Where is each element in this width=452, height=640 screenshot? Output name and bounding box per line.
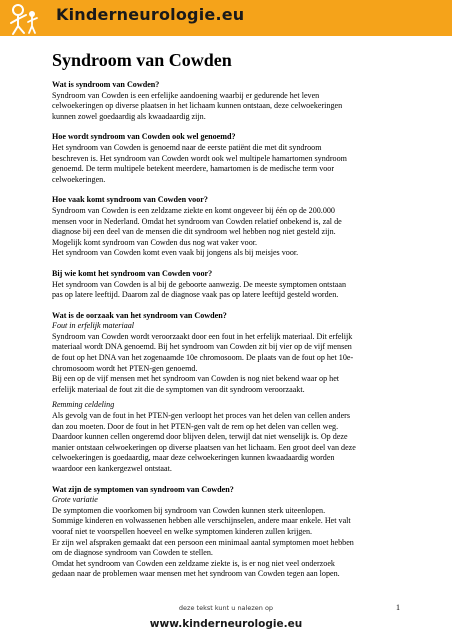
page-title: Syndroom van Cowden — [52, 50, 232, 70]
section-subheading: Fout in erfelijk materiaal — [52, 321, 135, 331]
paragraph-line: Syndroom van Cowden wordt veroorzaakt door een fout in het erfelijk materiaal. Dit erfelijk — [52, 331, 353, 341]
paragraph-line: Sommige kinderen en volwassenen hebben alle verschijnselen, andere maar enkele. Het valt — [52, 516, 351, 526]
section-naam — [52, 132, 412, 185]
child-figure-logo-icon — [4, 2, 44, 36]
paragraph-line: Syndroom van Cowden is een erfelijke aandoening waarbij er gedurende het leven — [52, 90, 320, 100]
paragraph-line: celwoekeringen op diverse plaatsen in het lichaam kunnen ontstaan, deze celwoekeringen — [52, 101, 343, 111]
paragraph-line: celwoekeringen. — [52, 174, 106, 184]
paragraph-line: vooraf niet te voorspellen hoeveel en welke symptomen kinderen zullen krijgen. — [52, 526, 313, 536]
paragraph-line: Er zijn wel afspraken gemaakt dat een persoon een minimaal aantal symptomen moet hebben — [52, 537, 354, 547]
paragraph-line: mensen voor in Nederland. Omdat het syndroom van Cowden relatief onbekend is, zal de — [52, 216, 342, 226]
section-heading: Wat is syndroom van Cowden? — [52, 80, 160, 89]
brand-name: Kinderneurologie.eu — [56, 5, 245, 24]
paragraph-line: chromosoom wordt het PTEN-gen genoemd. — [52, 363, 198, 373]
section-symptomen — [52, 485, 412, 580]
section-heading: Wat is de oorzaak van het syndroom van Cowden? — [52, 310, 227, 320]
paragraph-line: Bij een op de vijf mensen met het syndroom van Cowden is nog niet bekend waar op het — [52, 374, 340, 384]
section-hoe-vaak — [52, 195, 412, 259]
paragraph-line: Omdat het syndroom van Cowden een zeldzame ziekte is, is er nog niet veel onderzoek — [52, 558, 335, 568]
paragraph-line: Mogelijk komt syndroom van Cowden dus nog wat vaker voor. — [52, 237, 258, 247]
section-heading: Bij wie komt het syndroom van Cowden voor? — [52, 268, 213, 278]
paragraph-line: Syndroom van Cowden is een zeldzame ziekte en komt ongeveer bij één op de 200.000 — [52, 205, 335, 215]
paragraph-line: materiaal wordt DNA genoemd. Bij het syndroom van Cowden zit bij vier op de vijf mensen — [52, 342, 352, 352]
footer-url[interactable]: www.kinderneurologie.eu — [149, 618, 303, 630]
paragraph-line: Het syndroom van Cowden is al bij de geboorte aanwezig. De meeste symptomen ontstaan — [52, 279, 346, 289]
section-heading: Hoe vaak komt syndroom van Cowden voor? — [52, 195, 208, 205]
paragraph-line: waardoor een kankergezwel ontstaat. — [52, 464, 172, 473]
section-subheading: Remming celdeling — [52, 400, 115, 410]
paragraph-line: manier ontstaan celwoekeringen op diverse plaatsen van het lichaam. Een groot deel van deze — [52, 442, 356, 452]
section-heading: Wat zijn de symptomen van syndroom van Cowden? — [52, 484, 234, 494]
paragraph-line: gedaan naar de problemen waar mensen met het syndroom van Cowden tegen aan lopen. — [52, 569, 340, 579]
paragraph-line: pas op latere leeftijd. Daarom zal de diagnose vaak pas op latere leeftijd gesteld worden. — [52, 290, 339, 300]
footer-note: deze tekst kunt u nalezen op — [178, 604, 274, 612]
document-body — [52, 80, 412, 585]
paragraph-line: beschreven is. Het syndroom van Cowden wordt ook wel multipele hamartomen syndroom — [52, 153, 347, 163]
paragraph-line: kunnen zowel goedaardig als kwaadaardig zijn. — [52, 111, 206, 121]
paragraph-line: diagnose bij een deel van de mensen die dit syndroom wel hebben nog niet gesteld zijn. — [52, 227, 336, 237]
paragraph-line: De symptomen die voorkomen bij syndroom van Cowden kunnen sterk uiteenlopen. — [52, 505, 326, 515]
paragraph-line: Het syndroom van Cowden komt even vaak bij jongens als bij meisjes voor. — [52, 248, 299, 258]
page-number: 1 — [396, 603, 400, 612]
paragraph-line: Daardoor kunnen cellen ongeremd door blijven delen, terwijl dat niet wenselijk is. Op deze — [52, 432, 348, 442]
paragraph-line: Het syndroom van Cowden is genoemd naar de eerste patiënt die met dit syndroom — [52, 142, 322, 152]
paragraph-line: genoemd. De term multipele betekent meerdere, hamartomen is de medische term voor — [52, 164, 335, 174]
section-oorzaak — [52, 311, 412, 475]
paragraph-line: Als gevolg van de fout in het PTEN-gen verloopt het proces van het delen van cellen anders — [52, 411, 351, 421]
section-subheading: Grote variatie — [52, 495, 98, 505]
paragraph-line: dan zou moeten. Door de fout in het PTEN-gen valt de rem op het delen van cellen weg. — [52, 421, 339, 431]
paragraph-line: de fout op het DNA van het zogenaamde 10e chromosoom. De plaats van de fout op het 10e- — [52, 353, 354, 363]
section-heading: Hoe wordt syndroom van Cowden ook wel genoemd? — [52, 132, 236, 142]
paragraph-line: erfelijk materiaal de fout zit die de symptomen van dit syndroom veroorzaakt. — [52, 384, 305, 394]
paragraph-line: celwoekeringen is goedaardig, maar deze celwoekeringen kunnen kwaadaardig worden — [52, 453, 335, 463]
header-banner — [0, 0, 452, 36]
section-wat-is — [52, 80, 412, 122]
paragraph-line: om de diagnose syndroom van Cowden te stellen. — [52, 548, 213, 558]
section-bij-wie — [52, 269, 412, 301]
